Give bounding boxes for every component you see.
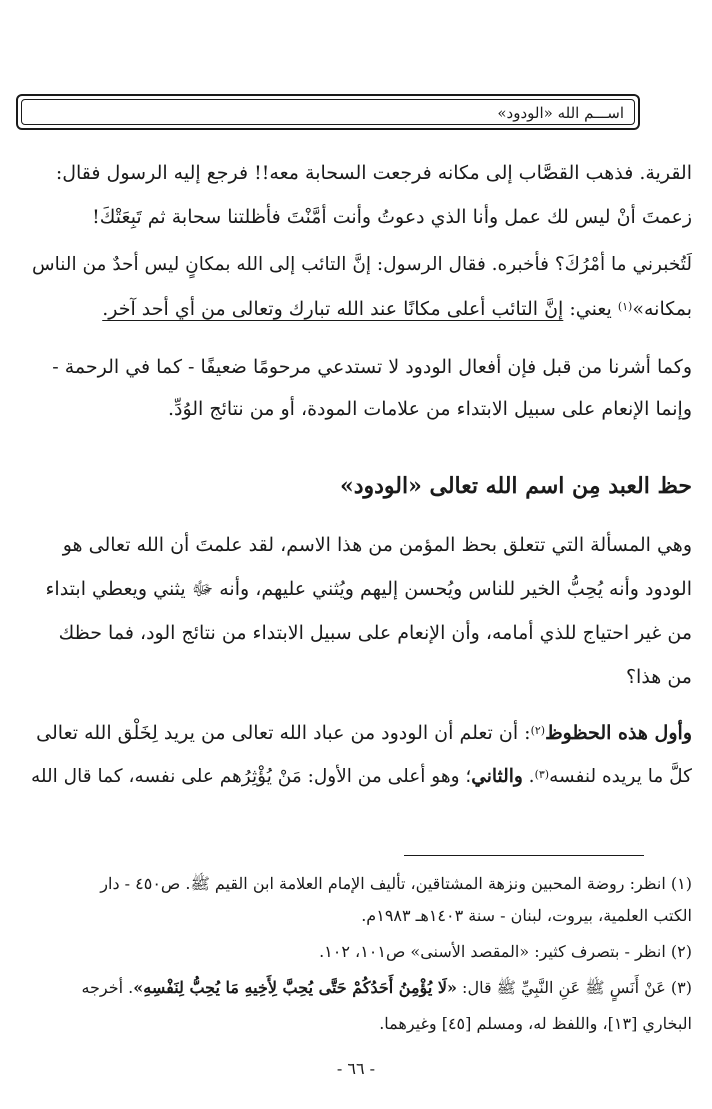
- footnote-2: (٢) انظر - بتصرف كثير: «المقصد الأسنى» ص١٠١، ١٠٢.: [319, 942, 692, 961]
- text-run: .: [522, 766, 535, 787]
- text-run: . أخرجه: [81, 978, 134, 997]
- footnote-ref: (١): [617, 300, 633, 313]
- footnote-ref: (٢): [530, 724, 546, 737]
- body-line: وهي المسألة التي تتعلق بحظ المؤمن من هذا الاسم، لقد علمتَ أن الله تعالى هو: [62, 534, 692, 556]
- text-run: كلَّ ما يريده لنفسه: [549, 766, 692, 787]
- body-line: وكما أشرنا من قبل فإن أفعال الودود لا تستدعي مرحومًا ضعيفًا - كما في الرحمة -: [52, 356, 692, 378]
- footnote-1-cont: الكتب العلمية، بيروت، لبنان - سنة ١٤٠٣هـ ١٩٨٣م.: [361, 906, 692, 925]
- body-line: زعمتَ أنْ ليس لك عمل وأنا الذي دعوتُ وأنت أمَّنْتَ فأظلتنا سحابة ثم تَبِعَتْكَ!: [92, 206, 692, 228]
- text-run: : أن تعلم أن الودود من عباد الله تعالى من يريد لِخَلْق الله تعالى: [36, 722, 531, 744]
- body-line: من هذا؟: [625, 666, 692, 688]
- footnote-3: [81, 974, 692, 1002]
- underlined-emphasis: إنَّ التائب أعلى مكانًا عند الله تبارك وتعالى من أي أحد آخر.: [102, 298, 564, 320]
- running-header: [16, 94, 640, 130]
- text-run: (٣) عَنْ أَنَسٍ ﷺ عَنِ النَّبِيِّ ﷺ قال:: [456, 978, 692, 997]
- text-run: ؛ وهو أعلى من الأول: مَنْ يُؤْثِرُهم على نفسه، كما قال الله: [30, 766, 472, 787]
- body-line: [102, 292, 692, 326]
- body-line: القرية. فذهب القصَّاب إلى مكانه فرجعت السحابة معه!! فرجع إليه الرسول فقال:: [55, 162, 692, 184]
- page-number: - ٦٦ -: [336, 1059, 376, 1078]
- running-header-title: اســـم الله «الودود»: [497, 104, 624, 122]
- body-line: من غير احتياج للذي أمامه، وأن الإنعام على سبيل الابتداء من نتائج الود، فما حظك: [58, 622, 692, 644]
- footnote-3-cont: البخاري [١٣]، واللفظ له، ومسلم [٤٥] وغيرهما.: [379, 1014, 692, 1033]
- bold-phrase: والثاني: [471, 766, 523, 787]
- section-heading: حظ العبد مِن اسم الله تعالى «الودود»: [339, 473, 692, 499]
- footnote-separator: [404, 855, 644, 856]
- bold-phrase: وأول هذه الحظوظ: [545, 722, 692, 744]
- body-line: لَتُخبرني ما أمْرُكَ؟ فأخبره. فقال الرسول: إنَّ التائب إلى الله بمكانٍ ليس أحدٌ من الناس: [32, 254, 692, 275]
- hadith-quote: «لَا يُؤْمِنُ أَحَدُكُمْ حَتَّى يُحِبَّ لِأَخِيهِ مَا يُحِبُّ لِنَفْسِهِ»: [133, 978, 457, 997]
- text-run: يعني:: [563, 298, 618, 320]
- body-line: الودود وأنه يُحِبُّ الخير للناس ويُحسن إليهم ويُثني عليهم، وأنه ﷻ يثني ويعطي ابتداء: [45, 578, 692, 600]
- body-line: [36, 716, 692, 750]
- body-line: [31, 760, 692, 794]
- text-run: بمكانه»: [632, 298, 692, 320]
- footnote-1: (١) انظر: روضة المحبين ونزهة المشتاقين، تأليف الإمام العلامة ابن القيم ﷺ. ص٤٥٠ - دار: [100, 874, 692, 893]
- footnote-ref: (٣): [534, 768, 550, 781]
- body-line: وإنما الإنعام على سبيل الابتداء من علامات المودة، أو من نتائج الوُدِّ.: [167, 398, 692, 420]
